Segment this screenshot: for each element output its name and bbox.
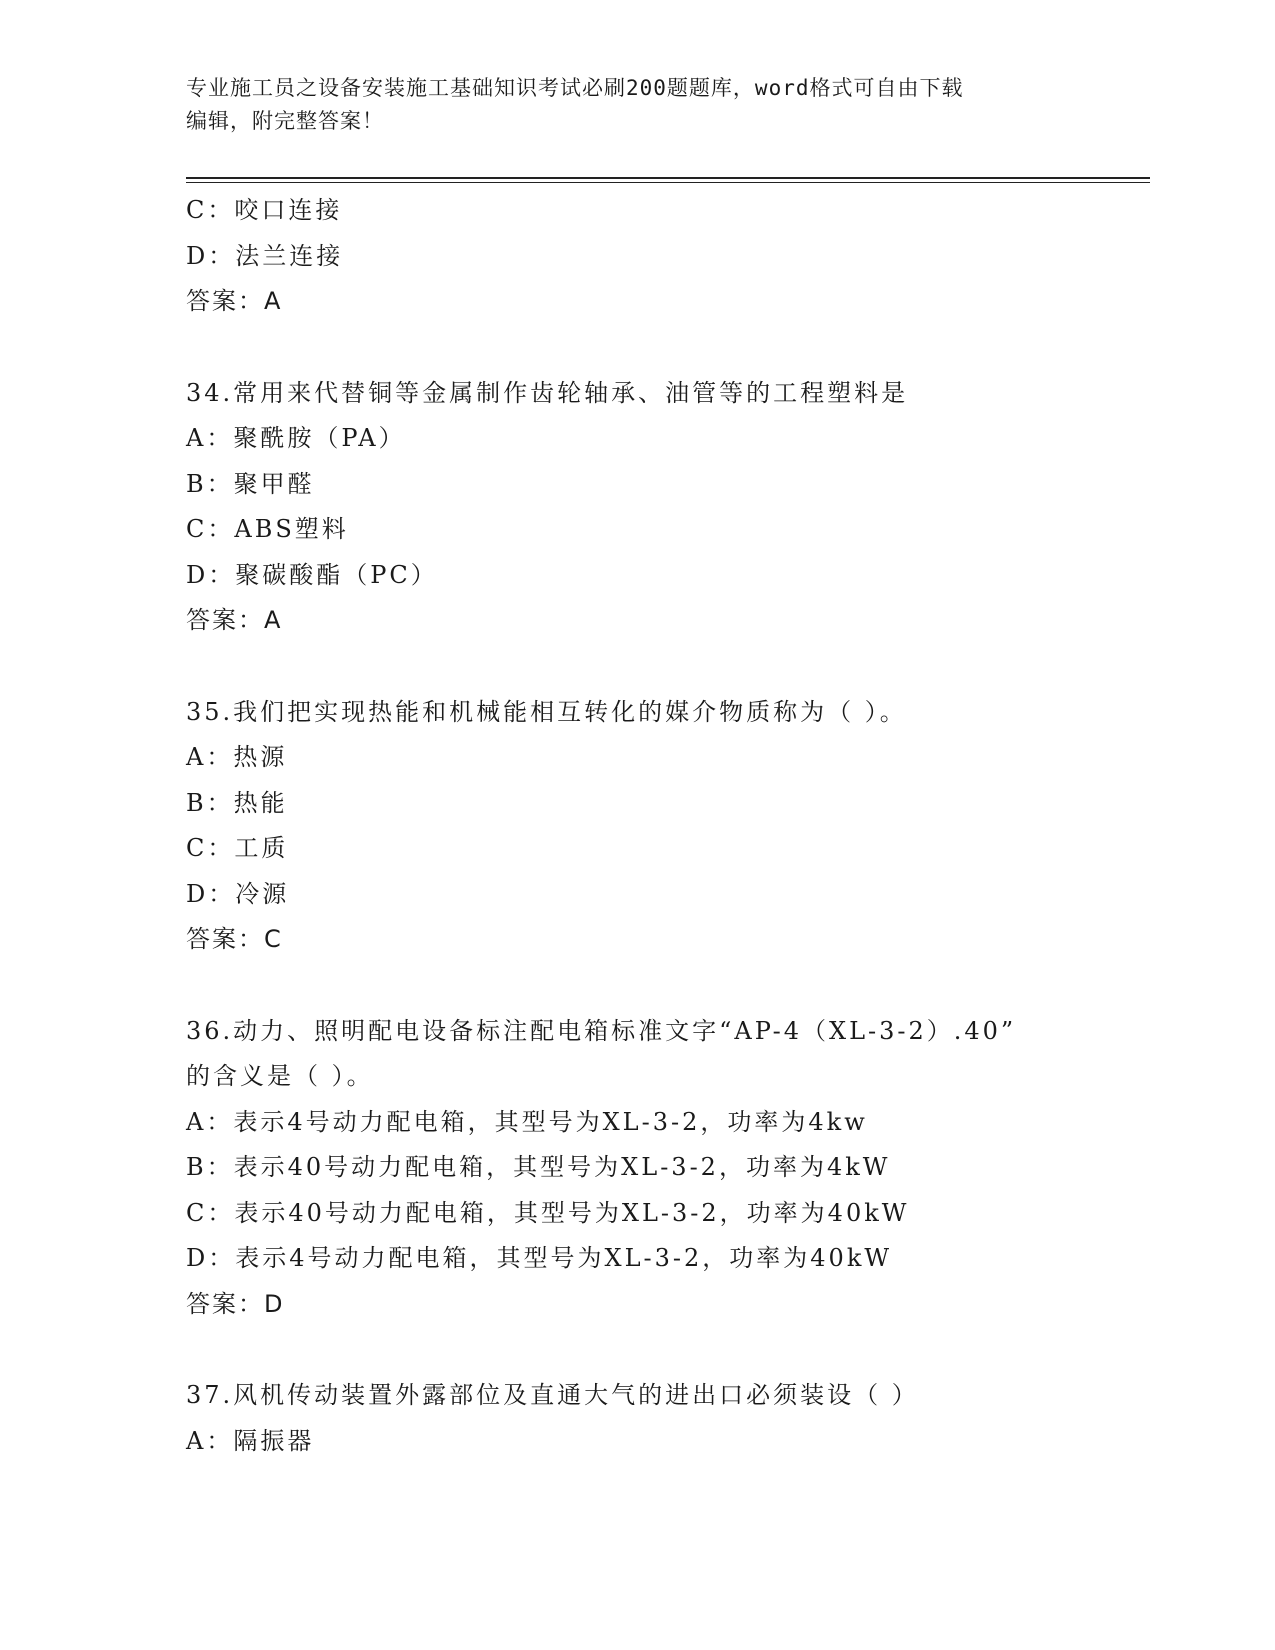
option: D：法兰连接: [186, 241, 344, 270]
option: C：咬口连接: [186, 196, 343, 224]
question-stem: 35.我们把实现热能和机械能相互转化的媒介物质称为（ ）。: [186, 697, 907, 726]
option: A：表示4号动力配电箱，其型号为XL-3-2，功率为4kw: [186, 1107, 868, 1136]
answer: 答案：A: [186, 606, 283, 634]
answer: 答案：C: [186, 925, 283, 953]
question-list: [186, 188, 1146, 1464]
option: B：热能: [186, 788, 288, 817]
option: C：表示40号动力配电箱，其型号为XL-3-2，功率为40kW: [186, 1198, 910, 1227]
option: B：聚甲醛: [186, 469, 315, 498]
option: C：ABS塑料: [186, 515, 349, 543]
option: D：冷源: [186, 879, 290, 908]
option: A：隔振器: [186, 1426, 315, 1455]
option: A：热源: [186, 743, 288, 771]
option: D：聚碳酸酯（PC）: [186, 560, 438, 589]
question-stem: 37.风机传动装置外露部位及直通大气的进出口必须装设（ ）: [186, 1381, 919, 1409]
question-stem-cont: 的含义是（ ）。: [186, 1062, 374, 1090]
option: B：表示40号动力配电箱，其型号为XL-3-2，功率为4kW: [186, 1153, 891, 1181]
option: D：表示4号动力配电箱，其型号为XL-3-2，功率为40kW: [186, 1244, 893, 1272]
option: A：聚酰胺（PA）: [186, 424, 406, 452]
answer: 答案：D: [186, 1289, 285, 1318]
answer: 答案：A: [186, 287, 283, 315]
page-header: [186, 72, 1086, 138]
question-stem: 36.动力、照明配电设备标注配电箱标准文字“AP-4（XL-3-2）.40”: [186, 1016, 1017, 1045]
option: C：工质: [186, 834, 289, 862]
header-divider: [186, 177, 1150, 179]
question-stem: 34.常用来代替铜等金属制作齿轮轴承、油管等的工程塑料是: [186, 378, 909, 407]
header-divider-thin: [186, 182, 1150, 183]
header-line-2: 编辑，附完整答案！: [186, 109, 384, 133]
header-line-1: 专业施工员之设备安装施工基础知识考试必刷200题题库，word格式可自由下载: [186, 76, 964, 100]
